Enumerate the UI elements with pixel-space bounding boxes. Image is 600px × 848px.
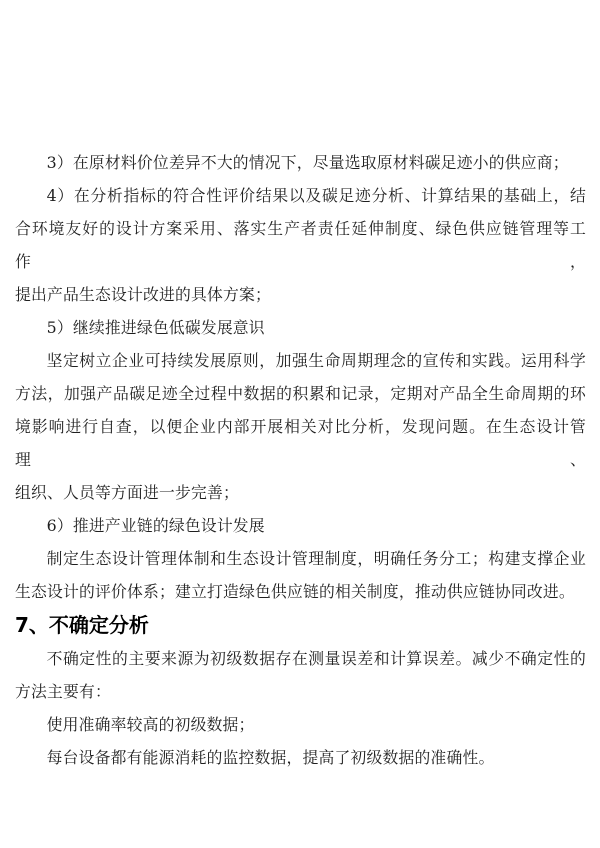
- text-line: 合环境友好的设计方案采用、落实生产者责任延伸制度、绿色供应链管理等工作，: [15, 219, 586, 271]
- paragraph: [15, 179, 586, 311]
- paragraph: [15, 642, 586, 708]
- text-line: 提出产品生态设计改进的具体方案；: [15, 285, 271, 304]
- paragraph: [15, 509, 586, 542]
- heading-text: 7、不确定分析: [15, 613, 149, 637]
- text-line: 4）在分析指标的符合性评价结果以及碳足迹分析、计算结果的基础上，结: [46, 186, 586, 205]
- text-line: 组织、人员等方面进一步完善；: [15, 483, 239, 502]
- paragraph: [15, 542, 586, 608]
- paragraph: [15, 708, 586, 741]
- text-line: 生态设计的评价体系；建立打造绿色供应链的相关制度，推动供应链协同改进。: [15, 582, 575, 601]
- paragraph: [15, 146, 586, 179]
- text-line: 每台设备都有能源消耗的监控数据，提高了初级数据的准确性。: [46, 748, 495, 767]
- text-line: 制定生态设计管理体制和生态设计管理制度，明确任务分工；构建支撑企业: [46, 549, 586, 568]
- text-line: 3）在原材料价位差异不大的情况下，尽量选取原材料碳足迹小的供应商；: [46, 153, 569, 172]
- text-line: 不确定性的主要来源为初级数据存在测量误差和计算误差。减少不确定性的: [46, 649, 586, 668]
- text-line: 使用准确率较高的初级数据；: [46, 715, 255, 734]
- paragraph: [15, 344, 586, 509]
- section-heading: [15, 608, 586, 642]
- text-line: 境影响进行自查，以便企业内部开展相关对比分析，发现问题。在生态设计管理、: [15, 417, 586, 469]
- text-line: 5）继续推进绿色低碳发展意识: [46, 318, 265, 337]
- text-line: 方法，加强产品碳足迹全过程中数据的积累和记录，定期对产品全生命周期的环: [15, 384, 586, 403]
- text-line: 方法主要有：: [15, 682, 111, 701]
- text-line: 6）推进产业链的绿色设计发展: [46, 516, 265, 535]
- paragraph: [15, 741, 586, 774]
- document-content: [15, 146, 586, 774]
- paragraph: [15, 311, 586, 344]
- text-line: 坚定树立企业可持续发展原则，加强生命周期理念的宣传和实践。运用科学: [46, 351, 586, 370]
